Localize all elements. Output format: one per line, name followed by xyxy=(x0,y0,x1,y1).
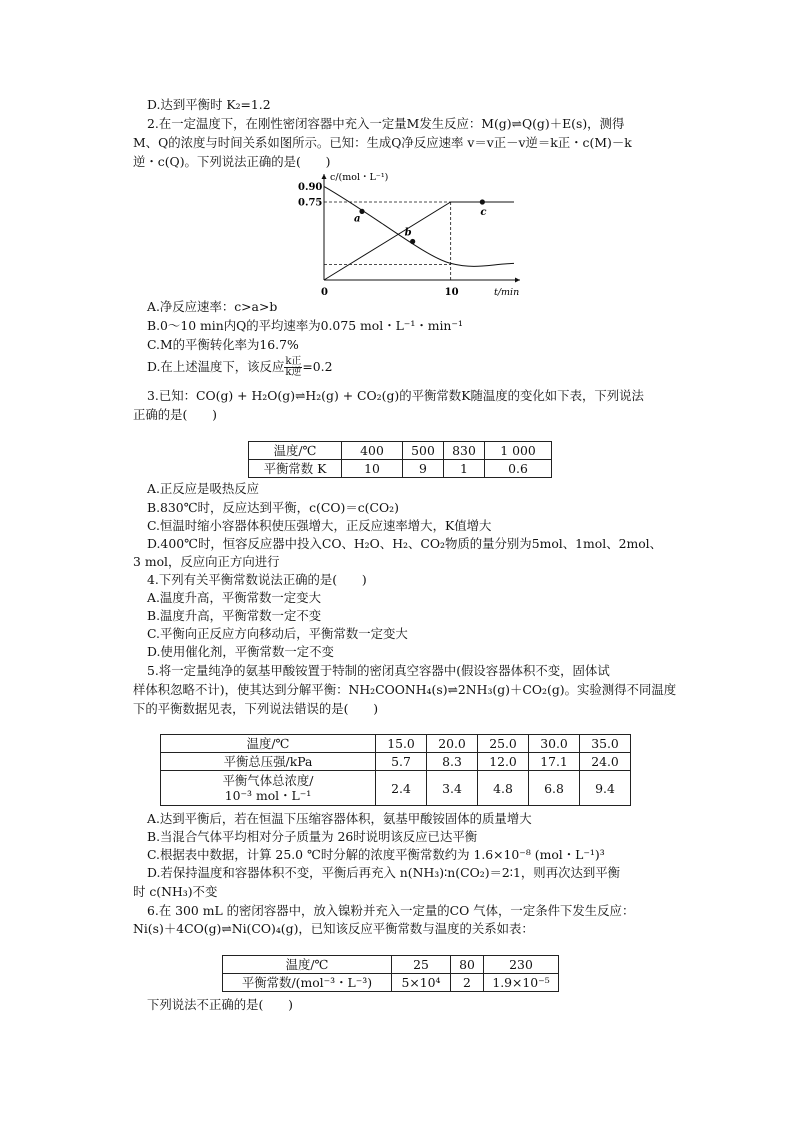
q5-table xyxy=(160,734,631,806)
q2-option-b: B.0～10 min内Q的平均速率为0.075 mol・L⁻¹・min⁻¹ xyxy=(147,318,463,333)
table-cell: 24.0 xyxy=(580,753,631,771)
table-cell: 5.7 xyxy=(376,753,427,771)
table-cell: 8.3 xyxy=(427,753,478,771)
data-point-b xyxy=(410,239,415,244)
table-row xyxy=(223,974,559,992)
q5-option-a: A.达到平衡后，若在恒温下压缩容器体积，氨基甲酸铵固体的质量增大 xyxy=(147,811,532,826)
x-axis-arrow xyxy=(515,278,520,283)
table-cell xyxy=(161,771,376,806)
table-cell: 35.0 xyxy=(580,735,631,753)
data-label-a: a xyxy=(354,213,361,225)
q3-table xyxy=(248,441,552,478)
q5-stem-line1: 5.将一定量纯净的氨基甲酸铵置于特制的密闭真空容器中(假设容器体积不变，固体试 xyxy=(147,663,610,678)
table-cell: 2.4 xyxy=(376,771,427,806)
q4-option-d: D.使用催化剂，平衡常数一定不变 xyxy=(147,644,334,659)
q2-option-d-prefix: D.在上述温度下，该反应 xyxy=(147,359,285,374)
q6-stem-line1: 6.在 300 mL 的密闭容器中，放入镍粉并充入一定量的CO 气体，一定条件下发生反应： xyxy=(147,903,635,918)
q3-stem-line2: 正确的是( ) xyxy=(133,407,218,422)
table-cell: 4.8 xyxy=(478,771,529,806)
q5-option-d-line2: 时 c(NH₃)不变 xyxy=(133,884,218,899)
table-cell: 20.0 xyxy=(427,735,478,753)
table-cell: 平衡常数 K xyxy=(249,460,342,478)
y-axis-arrow xyxy=(322,174,327,179)
table-cell: 80 xyxy=(451,956,484,974)
q3-option-d-line1: D.400℃时，恒容反应器中投入CO、H₂O、H₂、CO₂物质的量分别为5mol、1mol、2mol、 xyxy=(147,536,663,551)
table-cell: 0.6 xyxy=(485,460,552,478)
table-cell: 12.0 xyxy=(478,753,529,771)
table-cell: 30.0 xyxy=(529,735,580,753)
q2-option-d xyxy=(147,356,333,378)
q5-option-d-line1: D.若保持温度和容器体积不变，平衡后再充入 n(NH₃)∶n(CO₂)＝2∶1，则再次达到平衡 xyxy=(147,865,621,880)
q2-option-d-suffix: =0.2 xyxy=(302,359,333,374)
table-cell: 230 xyxy=(484,956,559,974)
q5-stem-line3: 下的平衡数据见表，下列说法错误的是( ) xyxy=(133,701,379,716)
table-cell: 830 xyxy=(444,442,485,460)
table-cell: 1.9×10⁻⁵ xyxy=(484,974,559,992)
table-row xyxy=(223,956,559,974)
q2-option-c: C.M的平衡转化率为16.7% xyxy=(147,337,299,352)
q3-option-a: A.正反应是吸热反应 xyxy=(147,481,260,496)
table-cell: 3.4 xyxy=(427,771,478,806)
q3-option-c: C.恒温时缩小容器体积使压强增大，正反应速率增大，K值增大 xyxy=(147,518,492,533)
table-cell: 9.4 xyxy=(580,771,631,806)
table-cell: 1 000 xyxy=(485,442,552,460)
table-cell: 17.1 xyxy=(529,753,580,771)
q4-option-a: A.温度升高，平衡常数一定变大 xyxy=(147,590,321,605)
table-cell: 5×10⁴ xyxy=(392,974,451,992)
table-cell: 10 xyxy=(342,460,403,478)
rate-constant-fraction xyxy=(284,357,302,378)
concentration-time-chart xyxy=(290,168,530,298)
table-row xyxy=(161,753,631,771)
series-line-M xyxy=(324,186,514,266)
table-cell: 温度/℃ xyxy=(223,956,392,974)
table-row xyxy=(161,735,631,753)
q4-stem: 4.下列有关平衡常数说法正确的是( ) xyxy=(147,572,367,587)
q3-option-d-line2: 3 mol，反应向正方向进行 xyxy=(133,554,280,569)
x-axis-label: t/min xyxy=(494,287,520,298)
table-cell: 2 xyxy=(451,974,484,992)
data-point-c xyxy=(480,199,485,204)
table-cell: 6.8 xyxy=(529,771,580,806)
q4-option-c: C.平衡向正反应方向移动后，平衡常数一定变大 xyxy=(147,626,408,641)
q2-stem-line1: 2.在一定温度下，在刚性密闭容器中充入一定量M发生反应：M(g)⇌Q(g)＋E(s)，测得 xyxy=(147,116,625,131)
row-label-line1: 平衡气体总浓度/ xyxy=(222,773,314,788)
table-cell: 25.0 xyxy=(478,735,529,753)
data-label-c: c xyxy=(480,207,487,218)
q1-option-d: D.达到平衡时 K₂=1.2 xyxy=(147,97,271,112)
y-tick-label: 0.75 xyxy=(298,197,323,209)
q5-option-c: C.根据表中数据，计算 25.0 ℃时分解的浓度平衡常数约为 1.6×10⁻⁸ (mol・L⁻¹)³ xyxy=(147,847,605,862)
table-cell: 9 xyxy=(403,460,444,478)
q6-stem-line2: Ni(s)＋4CO(g)⇌Ni(CO)₄(g)，已知该反应平衡常数与温度的关系如表： xyxy=(133,921,534,936)
q3-stem-line1: 3.已知：CO(g) + H₂O(g)⇌H₂(g) + CO₂(g)的平衡常数K随温度的变化如下表，下列说法 xyxy=(147,388,644,403)
table-row xyxy=(161,771,631,806)
q2-option-a: A.净反应速率：c>a>b xyxy=(147,299,278,314)
q6-stem: 下列说法不正确的是( ) xyxy=(147,997,293,1012)
table-row xyxy=(249,442,552,460)
table-cell: 500 xyxy=(403,442,444,460)
q5-option-b: B.当混合气体平均相对分子质量为 26时说明该反应已达平衡 xyxy=(147,829,478,844)
q3-option-b: B.830℃时，反应达到平衡，c(CO)＝c(CO₂) xyxy=(147,500,399,515)
table-cell: 400 xyxy=(342,442,403,460)
q4-option-b: B.温度升高，平衡常数一定不变 xyxy=(147,608,322,623)
fraction-numerator: k正 xyxy=(285,356,302,367)
q2-stem-line2: M、Q的浓度与时间关系如图所示。已知：生成Q净反应速率 v＝v正－v逆＝k正・c(M)－k xyxy=(133,135,632,150)
table-cell: 温度/℃ xyxy=(249,442,342,460)
q2-stem-line3: 逆・c(Q)。下列说法正确的是( ) xyxy=(133,154,331,169)
table-cell: 平衡总压强/kPa xyxy=(161,753,376,771)
data-label-b: b xyxy=(404,227,412,239)
table-cell: 平衡常数/(mol⁻³・L⁻³) xyxy=(223,974,392,992)
fraction-denominator: k逆 xyxy=(285,367,302,378)
q5-stem-line2: 样体积忽略不计)，使其达到分解平衡：NH₂COONH₄(s)⇌2NH₃(g)＋CO₂(g)。实验测得不同温度 xyxy=(133,682,677,697)
table-cell: 15.0 xyxy=(376,735,427,753)
table-cell: 25 xyxy=(392,956,451,974)
table-cell: 温度/℃ xyxy=(161,735,376,753)
table-cell: 1 xyxy=(444,460,485,478)
x-tick-label: 10 xyxy=(444,287,459,298)
y-axis-label: c/(mol・L⁻¹) xyxy=(330,172,389,183)
x-tick-label: 0 xyxy=(321,287,328,298)
q6-table xyxy=(222,955,559,992)
table-row xyxy=(249,460,552,478)
row-label-line2: 10⁻³ mol・L⁻¹ xyxy=(224,788,312,803)
y-tick-label: 0.90 xyxy=(298,181,323,193)
